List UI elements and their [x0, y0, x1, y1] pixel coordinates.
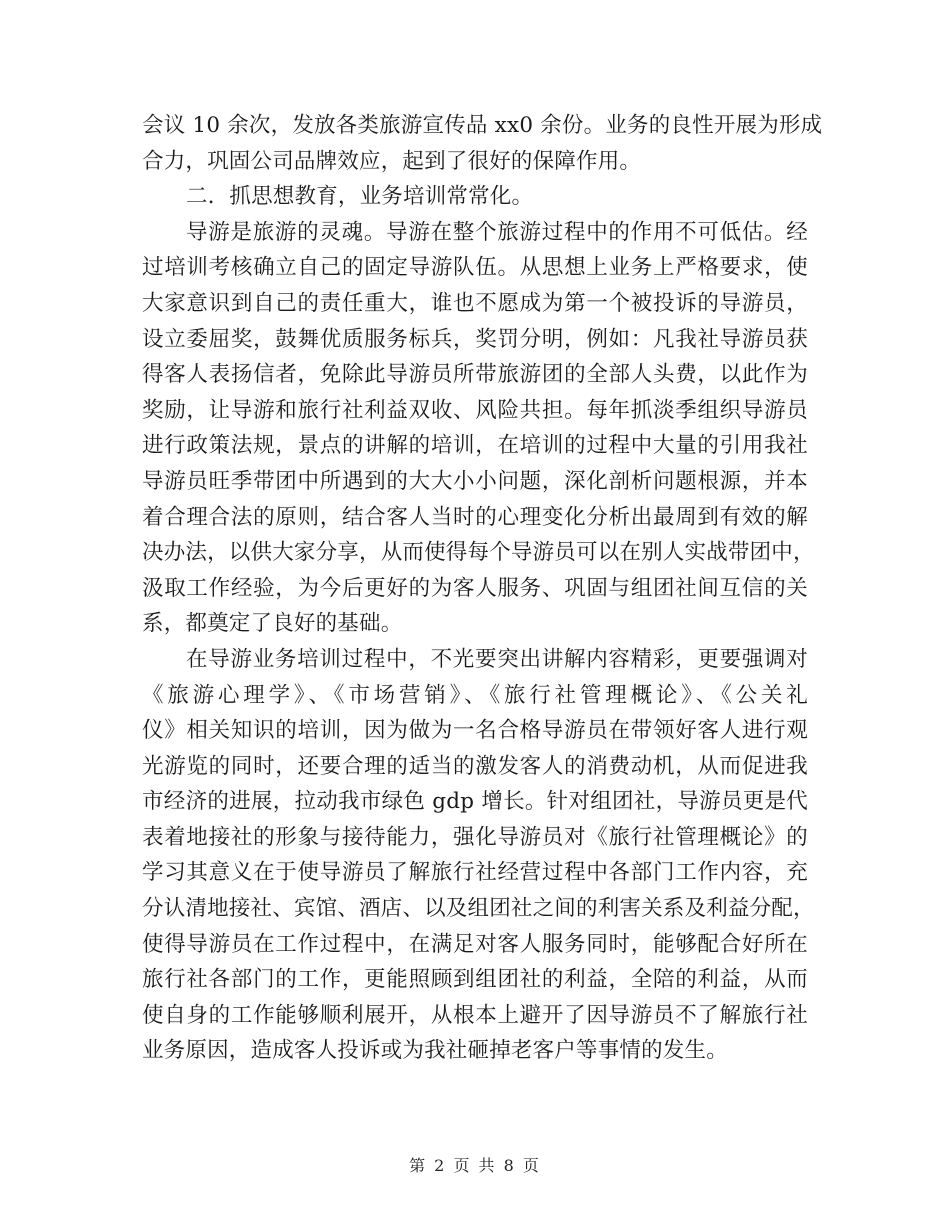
- text-line: 使自身的工作能够顺利展开，从根本上避开了因导游员不了解旅行社: [142, 1002, 808, 1028]
- paragraph: [142, 179, 808, 215]
- text-line: 光游览的同时，还要合理的适当的激发客人的消费动机，从而促进我: [142, 753, 808, 779]
- text-line: 学习其意义在于使导游员了解旅行社经营过程中各部门工作内容，充: [142, 860, 808, 886]
- document-body: [142, 108, 823, 1069]
- text-line: 在导游业务培训过程中，不光要突出讲解内容精彩，更要强调对: [186, 646, 808, 672]
- text-line: 着合理合法的原则，结合客人当时的心理变化分析出最周到有效的解: [142, 504, 808, 530]
- page-footer: 第 2 页 共 8 页: [409, 1156, 541, 1175]
- text-line: 《旅游心理学》、《市场营销》、《旅行社管理概论》、《公关礼: [142, 682, 808, 708]
- paragraph: [142, 108, 823, 179]
- text-line: 奖励，让导游和旅行社利益双收、风险共担。每年抓淡季组织导游员: [142, 397, 808, 423]
- text-line: 系，都奠定了良好的基础。: [142, 611, 403, 637]
- text-line: 市经济的进展，拉动我市绿色 gdp 增长。针对组团社，导游员更是代: [142, 789, 808, 815]
- text-line: 使得导游员在工作过程中，在满足对客人服务同时，能够配合好所在: [142, 931, 808, 957]
- text-line: 进行政策法规，景点的讲解的培训，在培训的过程中大量的引用我社: [142, 433, 808, 459]
- text-line: 业务原因，造成客人投诉或为我社砸掉老客户等事情的发生。: [142, 1038, 728, 1064]
- text-line: 汲取工作经验，为今后更好的为客人服务、巩固与组团社间互信的关: [142, 575, 808, 601]
- paragraph: [142, 215, 815, 642]
- text-line: 合力，巩固公司品牌效应，起到了很好的保障作用。: [142, 148, 642, 174]
- text-line: 二．抓思想教育，业务培训常常化。: [186, 184, 534, 210]
- text-line: 得客人表扬信者，免除此导游员所带旅游团的全部人头费，以此作为: [142, 362, 808, 388]
- text-line: 大家意识到自己的责任重大，谁也不愿成为第一个被投诉的导游员，: [142, 290, 808, 316]
- text-line: 仪》相关知识的培训，因为做为一名合格导游员在带领好客人进行观: [142, 718, 808, 744]
- text-line: 导游员旺季带团中所遇到的大大小小问题，深化剖析问题根源，并本: [142, 468, 808, 494]
- text-line: 表着地接社的形象与接待能力，强化导游员对《旅行社管理概论》的: [142, 824, 808, 850]
- paragraph: [142, 642, 815, 1069]
- text-line: 分认清地接社、宾馆、酒店、以及组团社之间的利害关系及利益分配，: [142, 896, 815, 922]
- text-line: 导游是旅游的灵魂。导游在整个旅游过程中的作用不可低估。经: [186, 219, 808, 245]
- text-line: 会议 10 余次，发放各类旅游宣传品 xx0 余份。业务的良性开展为形成: [142, 113, 823, 138]
- text-line: 决办法，以供大家分享，从而使得每个导游员可以在别人实战带团中，: [142, 540, 815, 566]
- text-line: 过培训考核确立自己的固定导游队伍。从思想上业务上严格要求，使: [142, 255, 808, 281]
- text-line: 设立委屈奖，鼓舞优质服务标兵，奖罚分明，例如：凡我社导游员获: [142, 326, 808, 352]
- text-line: 旅行社各部门的工作，更能照顾到组团社的利益，全陪的利益，从而: [142, 967, 808, 993]
